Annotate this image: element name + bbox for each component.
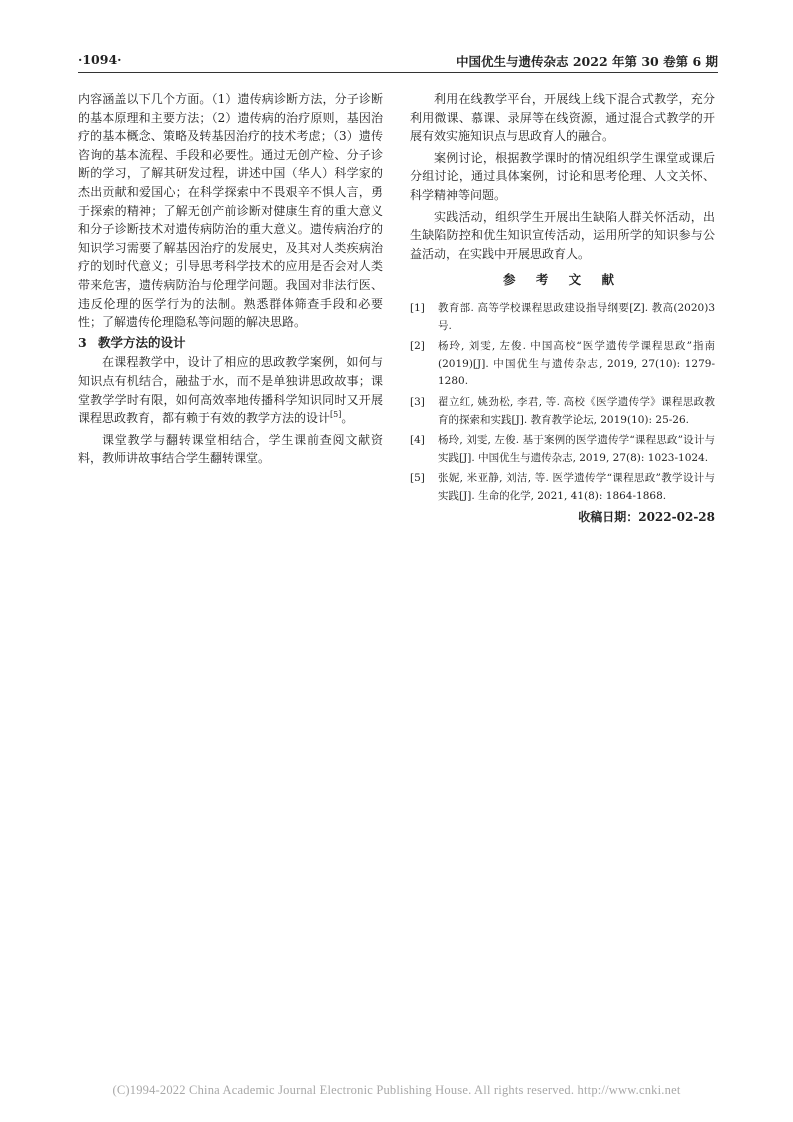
body-paragraph: 案例讨论，根据教学课时的情况组织学生课堂或课后分组讨论，通过具体案例，讨论和思考伦理、人文关怀、科学精神等问题。 (410, 150, 715, 202)
paragraph-end: 。 (341, 411, 354, 426)
body-paragraph (78, 353, 383, 427)
section-number: 3 (78, 334, 87, 350)
reference-index: [5] (410, 472, 425, 485)
reference-item (410, 300, 715, 335)
body-paragraph: 内容涵盖以下几个方面。（1）遗传病诊断方法，分子诊断的基本原理和主要方法；（2）遗传病的治疗原则，基因治疗的基本概念、策略及转基因治疗的技术考虑；（3）遗传咨询的基本流程、手段和必要性。通过无创产检、分子诊断的学习，了解其研发过程，讲述中国（华人）科学家的杰出贡献和爱国心；在科学探索中不畏艰辛不惧人言，勇于探索的精神；了解无创产前诊断对健康生育的重大意义和分子诊断技术对遗传病防治的重大意义。遗传病治疗的知识学习需要了解基因治疗的发展史，及其对人类疾病治疗的划时代意义；引导思考科学技术的应用是否会对人类带来危害，遗传病防治与伦理学问题。我国对非法行医、违反伦理的医学行为的法制。熟悉群体筛查手段和必要性；了解遗传伦理隐私等问题的解决思路。 (78, 92, 383, 330)
reference-index: [3] (410, 395, 425, 408)
right-column (410, 90, 715, 527)
section-title: 教学方法的设计 (98, 334, 186, 350)
reference-text: 翟立红, 姚劲松, 李君, 等. 高校《医学遗传学》课程思政教育的探索和实践[J]. 教育教学论坛, 2019(10): 25-26. (438, 395, 715, 426)
references-title: 参 考 文 献 (502, 272, 623, 288)
reference-text: 杨玲, 刘雯, 左俊. 中国高校“医学遗传学课程思政”指南(2019)[J]. 中国优生与遗传杂志, 2019, 27(10): 1279-1280. (438, 340, 715, 388)
received-date: 收稿日期：2022-02-28 (578, 510, 715, 525)
reference-text: 杨玲, 刘雯, 左俊. 基于案例的医学遗传学“课程思政”设计与实践[J]. 中国优生与遗传杂志, 2019, 27(8): 1023-1024. (438, 434, 715, 464)
citation-marker: [5] (330, 410, 342, 420)
running-header (78, 52, 718, 72)
reference-index: [2] (410, 340, 425, 353)
reference-item (410, 338, 715, 391)
body-paragraph: 实践活动，组织学生开展出生缺陷人群关怀活动，出生缺陷防控和优生知识宣传活动，运用所学的知识参与公益活动，在实践中开展思政育人。 (410, 209, 715, 261)
journal-title: 中国优生与遗传杂志 2022 年第 30 卷第 6 期 (456, 54, 718, 69)
reference-item (410, 432, 715, 467)
reference-index: [4] (410, 434, 425, 447)
section-heading (78, 334, 383, 353)
copyright-footer: (C)1994-2022 China Academic Journal Electronic Publishing House. All rights reserved. http://www.cnki.net (112, 1083, 681, 1097)
header-divider (78, 72, 718, 73)
reference-index: [1] (410, 301, 425, 314)
left-column (78, 90, 383, 468)
paragraph-text: 在课程教学中，设计了相应的思政教学案例，如何与知识点有机结合，融盐于水，而不是单独讲思政故事；课堂教学学时有限，如何高效率地传播科学知识同时又开展课程思政教育，都有赖于有效的教学方法的设计 (78, 355, 383, 426)
body-paragraph: 课堂教学与翻转课堂相结合，学生课前查阅文献资料，教师讲故事结合学生翻转课堂。 (78, 432, 383, 466)
reference-item (410, 394, 715, 429)
reference-text: 张妮, 米亚静, 刘洁, 等. 医学遗传学“课程思政”教学设计与实践[J]. 生命的化学, 2021, 41(8): 1864-1868. (438, 472, 715, 502)
body-paragraph: 利用在线教学平台，开展线上线下混合式教学，充分利用微课、慕课、录屏等在线资源，通过混合式教学的开展有效实施知识点与思政育人的融合。 (410, 92, 715, 144)
reference-list (410, 300, 715, 506)
reference-text: 教育部. 高等学校课程思政建设指导纲要[Z]. 教高(2020)3号. (438, 301, 715, 332)
page-number: ·1094· (78, 52, 122, 67)
reference-item (410, 470, 715, 505)
